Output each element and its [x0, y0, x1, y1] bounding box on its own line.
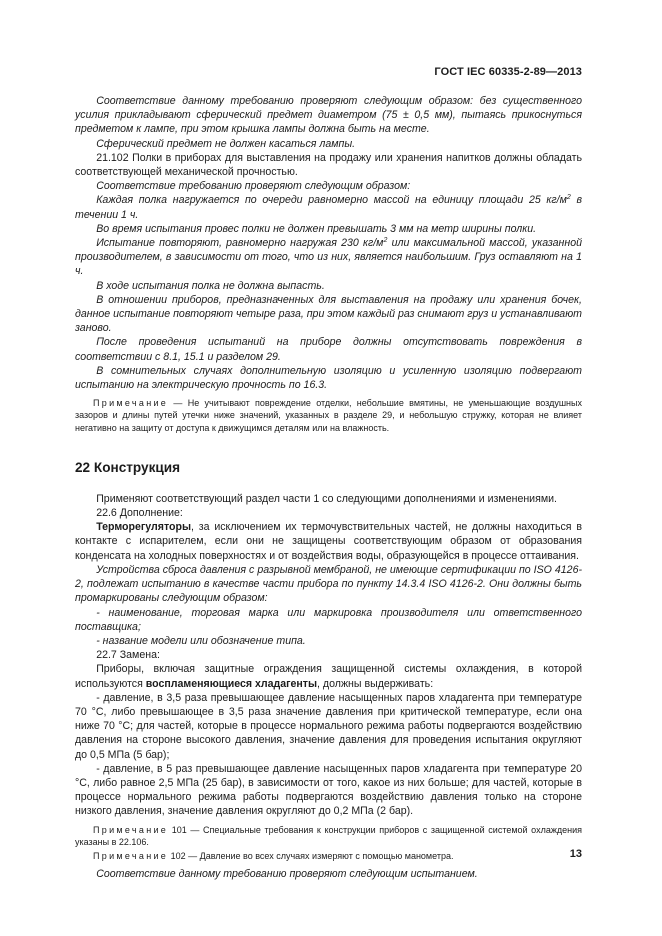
note: Примечание 101 — Специальные требования к конструкции приборов с защищенной системой охлаждения указаны в 22.106. [75, 824, 582, 847]
paragraph: Соответствие данному требованию проверяют следующим образом: без существенного усилия прикладывают сферический предмет диаметром (75 ± 0,5 мм), пытаясь прикоснуться предметом к лампе, при этом крышка лампы должна быть на месте. [75, 95, 582, 136]
paragraph: Сферический предмет не должен касаться лампы. [96, 137, 356, 150]
note-label: Примечание [93, 398, 169, 409]
paragraph: В ходе испытания полка не должна выпасть. [96, 279, 325, 292]
body-text [75, 94, 582, 881]
paragraph: В сомнительных случаях дополнительную изоляцию и усиленную изоляцию подвергают испытанию на электрическую прочность по 16.3. [75, 364, 582, 392]
paragraph: Каждая полка нагружается по очереди равномерно массой на единицу площади 25 $кг/м^2$ в течении 1 ч. [75, 194, 582, 221]
paragraph: Соответствие данному требованию проверяют следующим испытанием. [96, 868, 478, 881]
paragraph: 21.102 Полки в приборах для выставления на продажу или хранения напитков должны обладать соответствующей механической прочностью. [75, 151, 582, 179]
paragraph: - название модели или обозначение типа. [96, 634, 306, 647]
paragraph: 22.7 Замена: [96, 649, 160, 662]
paragraph: Соответствие требованию проверяют следующим образом: [96, 180, 411, 193]
note-label: Примечание [93, 850, 169, 861]
paragraph: После проведения испытаний на приборе должны отсутствовать повреждения в соответствии с 8.1, 15.1 и разделом 29. [75, 336, 582, 363]
paragraph: 22.6 Дополнение: [96, 507, 183, 520]
paragraph: Устройства сброса давления с разрывной мембраной, не имеющие сертификации по ISO 4126-2, подлежат испытанию в качестве части прибора по пункту 14.3.4 ISO 4126-2. Они должны быть промаркированы следующим образом: [75, 563, 582, 605]
paragraph: Применяют соответствующий раздел части 1 со следующими дополнениями и изменениями. [96, 492, 557, 505]
note: Примечание — Не учитывают повреждение отделки, небольшие вмятины, не уменьшающие воздушных зазоров и длины путей утечки ниже значений, указанных в разделе 29, и небольшую стружку, которая не влияет негативно на защиту от доступа к движущимся деталям или на влажность. [75, 398, 582, 433]
paragraph: - давление, в 5 раз превышающее давление насыщенных паров хладагента при температуре 20 °С, либо равное 2,5 МПа (25 бар), в зависимости от того, какое из них больше; для частей, которые в процессе нормального режима работы подвергаются воздействию давления только на стороне низкого давления, значение давления округляют до 0,2 МПа (2 бар). [75, 762, 582, 818]
page-number: 13 [569, 848, 582, 860]
paragraph: - давление, в 3,5 раза превышающее давление насыщенных паров хладагента при температуре 70 °С, либо превышающее в 3,5 раза значение давления при критической температуре, если она ниже 70 °С; для частей, которые в процессе нормального режима работы подвергаются воздействию давления на стороне высокого давления, значение давления для проведения испытания округляют до 0,5 МПа (5 бар); [75, 691, 582, 761]
note: Примечание 102 — Давление во всех случаях измеряют с помощью манометра. [93, 850, 454, 861]
paragraph: Испытание повторяют, равномерно нагружая 230 $кг/м^2$ или максимальной массой, указанной производителем, в зависимости от того, что из них, является наибольшим. Груз оставляют на 1 ч. [75, 237, 583, 278]
paragraph: - наименование, торговая марка или маркировка производителя или ответственного поставщика; [75, 606, 582, 633]
note-label: Примечание [93, 824, 169, 835]
paragraph: Терморегуляторы, за исключением их термочувствительных частей, не должны находиться в контакте с испарителем, если они не защищены соответствующим образом от образования конденсата на холодных поверхностях и от воздействия воды, образующейся в процессе оттаивания. [75, 521, 582, 562]
paragraph: Приборы, включая защитные ограждения защищенной системы охлаждения, в которой используются воспламеняющиеся хладагенты, должны выдерживать: [75, 663, 582, 690]
standard-header: ГОСТ IEC 60335-2-89—2013 [434, 66, 582, 78]
section-title: 22 Конструкция [75, 459, 181, 475]
paragraph: В отношении приборов, предназначенных для выставления на продажу или хранения бочек, данное испытание повторяют четыре раза, при этом каждый раз снимают груз и устанавливают заново. [75, 293, 582, 335]
paragraph: Во время испытания провес полки не должен превышать 3 мм на метр ширины полки. [96, 222, 537, 235]
